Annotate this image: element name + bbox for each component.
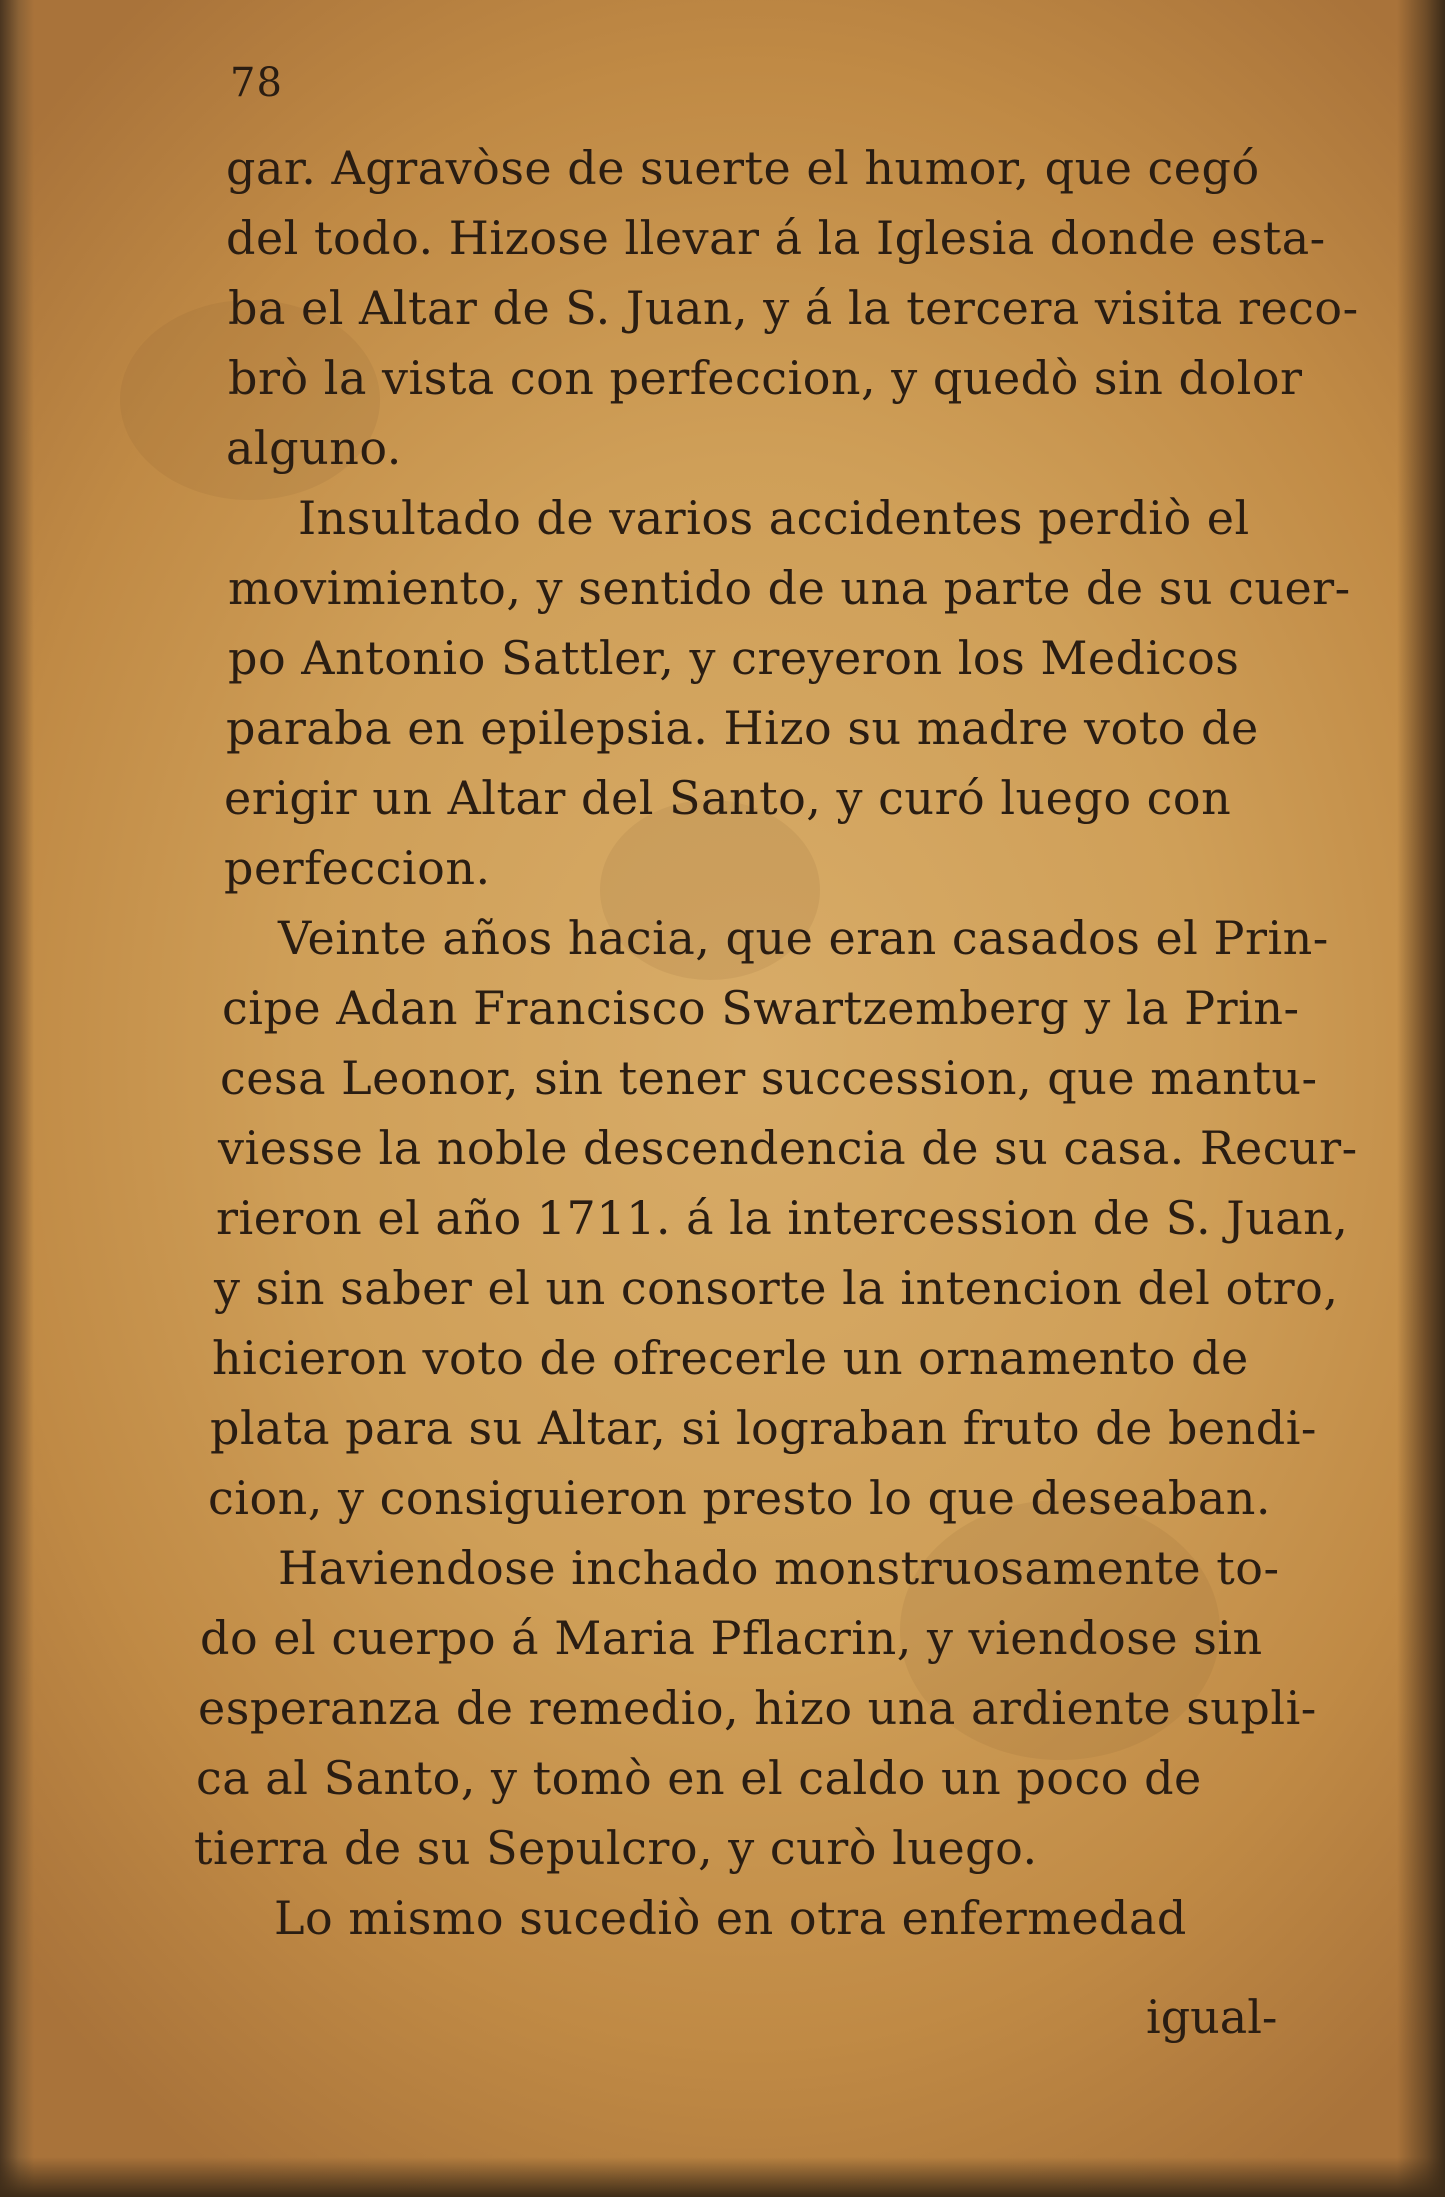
text-line: Veinte años hacia, que eran casados el Prin- bbox=[278, 911, 1329, 965]
text-line: ba el Altar de S. Juan, y á la tercera visita reco- bbox=[228, 281, 1359, 335]
text-line: Haviendose inchado monstruosamente to- bbox=[278, 1541, 1280, 1595]
text-line: Lo mismo sucediò en otra enfermedad bbox=[274, 1891, 1187, 1945]
page-bottom-edge bbox=[0, 2157, 1445, 2197]
catchword: igual- bbox=[1146, 1990, 1278, 2044]
text-line: paraba en epilepsia. Hizo su madre voto de bbox=[226, 701, 1259, 755]
text-line: del todo. Hizose llevar á la Iglesia donde esta- bbox=[226, 211, 1326, 265]
text-line: perfeccion. bbox=[224, 841, 491, 895]
text-line: gar. Agravòse de suerte el humor, que cegó bbox=[226, 141, 1260, 195]
text-line: ca al Santo, y tomò en el caldo un poco de bbox=[196, 1751, 1202, 1805]
page-number: 78 bbox=[230, 60, 283, 106]
text-line: y sin saber el un consorte la intencion del otro, bbox=[214, 1261, 1339, 1315]
text-line: Insultado de varios accidentes perdiò el bbox=[298, 491, 1250, 545]
text-line: hicieron voto de ofrecerle un ornamento de bbox=[212, 1331, 1249, 1385]
text-line: po Antonio Sattler, y creyeron los Medicos bbox=[228, 631, 1240, 685]
text-line: cipe Adan Francisco Swartzemberg y la Prin- bbox=[222, 981, 1300, 1035]
text-line: rieron el año 1711. á la intercession de S. Juan, bbox=[216, 1191, 1349, 1245]
text-line: viesse la noble descendencia de su casa. Recur- bbox=[218, 1121, 1358, 1175]
text-line: movimiento, y sentido de una parte de su cuer- bbox=[228, 561, 1351, 615]
text-line: cion, y consiguieron presto lo que deseaban. bbox=[208, 1471, 1272, 1525]
text-line: erigir un Altar del Santo, y curó luego con bbox=[224, 771, 1232, 825]
text-line: do el cuerpo á Maria Pflacrin, y viendose sin bbox=[200, 1611, 1263, 1665]
page-left-edge bbox=[0, 0, 34, 2197]
text-line: plata para su Altar, si lograban fruto de bendi- bbox=[210, 1401, 1317, 1455]
text-line: cesa Leonor, sin tener succession, que mantu- bbox=[220, 1051, 1318, 1105]
text-line: brò la vista con perfeccion, y quedò sin dolor bbox=[228, 351, 1303, 405]
text-line: alguno. bbox=[226, 421, 402, 475]
text-line: esperanza de remedio, hizo una ardiente supli- bbox=[198, 1681, 1317, 1735]
text-line: tierra de su Sepulcro, y curò luego. bbox=[194, 1821, 1038, 1875]
page-right-edge bbox=[1397, 0, 1445, 2197]
